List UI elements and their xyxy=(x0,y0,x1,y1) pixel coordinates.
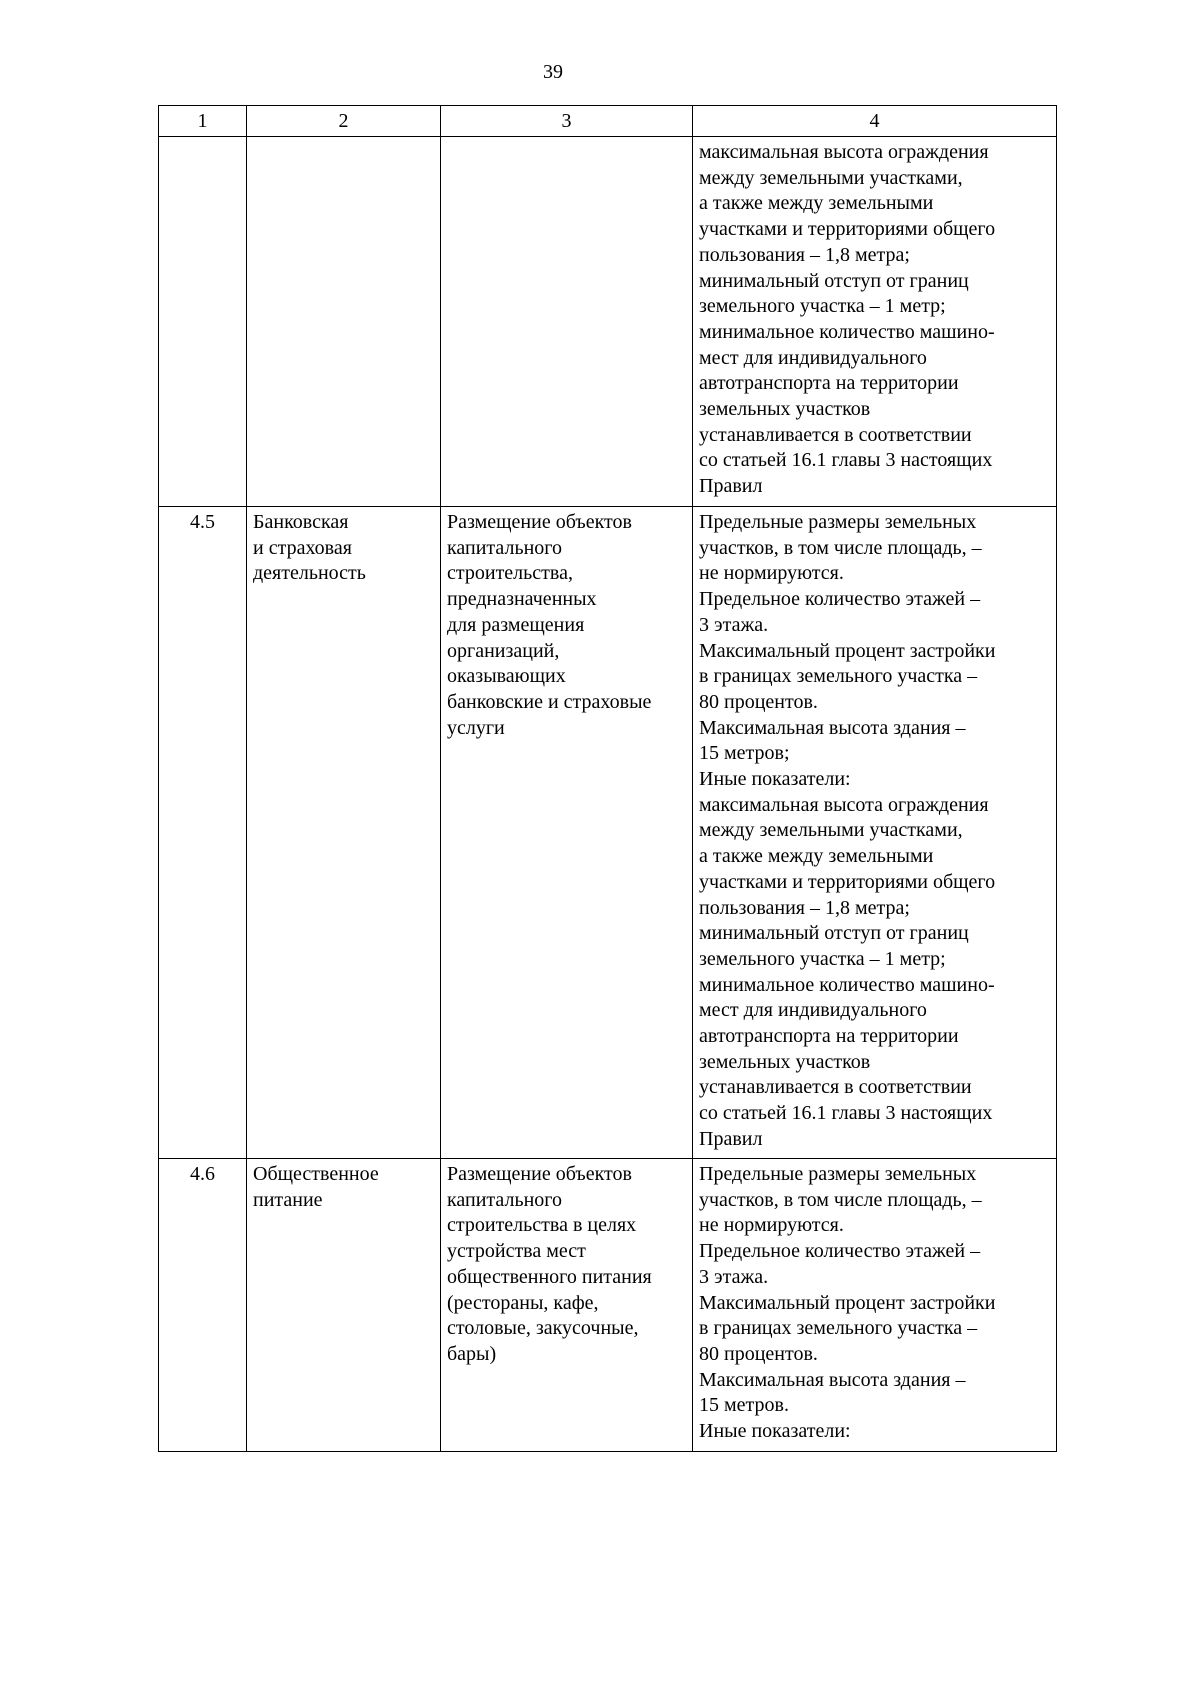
cell-text-line: Максимальная высота здания – xyxy=(699,716,966,739)
row-name-cell xyxy=(247,137,441,507)
row-description-cell xyxy=(441,137,693,507)
cell-text-line: между земельными участками, xyxy=(699,166,963,189)
cell-text-line: устанавливается в соответствии xyxy=(699,423,972,446)
cell-text-line: пользования – 1,8 метра; xyxy=(699,896,910,919)
cell-text-line: питание xyxy=(253,1188,323,1211)
header-cell-3: 3 xyxy=(441,106,693,137)
table-row xyxy=(159,1159,1057,1452)
cell-text-line: (рестораны, кафе, xyxy=(447,1291,599,1314)
cell-text-line: пользования – 1,8 метра; xyxy=(699,243,910,266)
cell-text-line: услуги xyxy=(447,716,505,739)
cell-text-line: Предельные размеры земельных xyxy=(699,1163,977,1185)
cell-text-line: бары) xyxy=(447,1342,497,1365)
page-number: 39 xyxy=(543,61,563,83)
cell-text-line: организаций, xyxy=(447,639,560,662)
cell-text-line: земельных участков xyxy=(699,1050,871,1073)
cell-text-line: в границах земельного участка – xyxy=(699,1317,978,1340)
row-parameters-cell xyxy=(693,137,1057,507)
cell-text-line: 80 процентов. xyxy=(699,690,818,713)
row-code-cell: 4.5 xyxy=(159,507,247,1159)
cell-text-line: не нормируются. xyxy=(699,562,844,585)
cell-text-line: капитального xyxy=(447,536,562,559)
cell-text-line: Правил xyxy=(699,1127,763,1150)
cell-text-line: 15 метров. xyxy=(699,1394,789,1417)
cell-text-line: мест для индивидуального xyxy=(699,346,927,369)
cell-text-line: для размещения xyxy=(447,613,585,636)
cell-text-line: минимальное количество машино- xyxy=(699,973,995,996)
cell-text-line: Максимальный процент застройки xyxy=(699,1291,996,1314)
cell-text-line: 3 этажа. xyxy=(699,613,769,636)
cell-text-line: строительства, xyxy=(447,562,573,585)
header-cell-2: 2 xyxy=(247,106,441,137)
cell-text-line: а также между земельными xyxy=(699,845,934,868)
row-name-cell xyxy=(247,1159,441,1452)
table-row xyxy=(159,137,1057,507)
cell-text-line: автотранспорта на территории xyxy=(699,372,959,395)
regulations-table xyxy=(158,105,1057,1452)
row-parameters-cell xyxy=(693,507,1057,1159)
row-parameters-cell xyxy=(693,1159,1057,1452)
cell-text-line: Размещение объектов xyxy=(447,511,632,533)
cell-text-line: 80 процентов. xyxy=(699,1342,818,1365)
cell-text-line: максимальная высота ограждения xyxy=(699,141,989,163)
header-cell-4: 4 xyxy=(693,106,1057,137)
row-name-cell xyxy=(247,507,441,1159)
table-header-row xyxy=(159,106,1057,137)
cell-text-line: участков, в том числе площадь, – xyxy=(699,536,982,559)
cell-text-line: участками и территориями общего xyxy=(699,870,996,893)
cell-text-line: Общественное xyxy=(253,1163,379,1185)
cell-text-line: минимальный отступ от границ xyxy=(699,269,969,292)
cell-text-line: Предельные размеры земельных xyxy=(699,511,977,533)
cell-text-line: со статьей 16.1 главы 3 настоящих xyxy=(699,1102,993,1125)
cell-text-line: а также между земельными xyxy=(699,192,934,215)
cell-text-line: Максимальный процент застройки xyxy=(699,639,996,662)
cell-text-line: земельных участков xyxy=(699,398,871,421)
cell-text-line: участков, в том числе площадь, – xyxy=(699,1188,982,1211)
cell-text-line: Размещение объектов xyxy=(447,1163,632,1185)
cell-text-line: общественного питания xyxy=(447,1265,652,1288)
cell-text-line: устанавливается в соответствии xyxy=(699,1076,972,1099)
cell-text-line: земельного участка – 1 метр; xyxy=(699,295,946,318)
cell-text-line: в границах земельного участка – xyxy=(699,665,978,688)
cell-text-line: капитального xyxy=(447,1188,562,1211)
row-description-cell xyxy=(441,507,693,1159)
cell-text-line: участками и территориями общего xyxy=(699,218,996,241)
cell-text-line: устройства мест xyxy=(447,1240,586,1263)
row-code-cell xyxy=(159,137,247,507)
cell-text-line: Предельное количество этажей – xyxy=(699,588,981,611)
cell-text-line: Предельное количество этажей – xyxy=(699,1240,981,1263)
cell-text-line: автотранспорта на территории xyxy=(699,1025,959,1048)
cell-text-line: Иные показатели: xyxy=(699,1420,851,1443)
cell-text-line: максимальная высота ограждения xyxy=(699,793,989,816)
cell-text-line: банковские и страховые xyxy=(447,690,652,713)
cell-text-line: предназначенных xyxy=(447,588,597,611)
cell-text-line: строительства в целях xyxy=(447,1214,637,1237)
cell-text-line: столовые, закусочные, xyxy=(447,1317,639,1340)
cell-text-line: минимальный отступ от границ xyxy=(699,922,969,945)
cell-text-line: мест для индивидуального xyxy=(699,999,927,1022)
cell-text-line: минимальное количество машино- xyxy=(699,320,995,343)
cell-text-line: со статьей 16.1 главы 3 настоящих xyxy=(699,449,993,472)
row-description-cell xyxy=(441,1159,693,1452)
cell-text-line: оказывающих xyxy=(447,665,566,688)
cell-text-line: и страховая xyxy=(253,536,352,559)
cell-text-line: 15 метров; xyxy=(699,742,790,765)
table-row xyxy=(159,507,1057,1159)
cell-text-line: Банковская xyxy=(253,511,349,533)
cell-text-line: Правил xyxy=(699,475,763,498)
header-cell-1: 1 xyxy=(159,106,247,137)
cell-text-line: не нормируются. xyxy=(699,1214,844,1237)
cell-text-line: Иные показатели: xyxy=(699,768,851,791)
cell-text-line: земельного участка – 1 метр; xyxy=(699,947,946,970)
cell-text-line: деятельность xyxy=(253,562,366,585)
row-code-cell: 4.6 xyxy=(159,1159,247,1452)
cell-text-line: 3 этажа. xyxy=(699,1265,769,1288)
cell-text-line: между земельными участками, xyxy=(699,819,963,842)
cell-text-line: Максимальная высота здания – xyxy=(699,1368,966,1391)
